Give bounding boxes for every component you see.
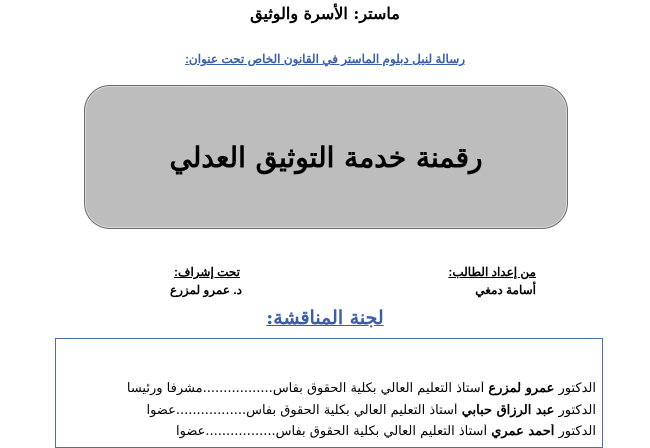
member-prefix: الدكتور (558, 403, 596, 418)
thesis-subtitle: رسالة لنيل دبلوم الماستر في القانون الخاص تحت عنوان: (184, 52, 466, 66)
member-name: أحمد عمري (491, 424, 555, 439)
member-dots: ................. (205, 424, 276, 439)
committee-member-row (36, 424, 596, 444)
member-description: أستاذ التعليم العالي بكلية الحقوق بفاس (272, 381, 485, 396)
master-program-heading: ماستر: الأسرة والوثيق (250, 4, 400, 23)
member-role: عضوا (176, 424, 206, 439)
committee-member-row (36, 403, 596, 423)
committee-member-row (36, 381, 596, 401)
member-dots: ................. (175, 403, 247, 418)
member-name: عمرو لمزرع (488, 381, 555, 396)
student-label: من إعداد الطالب: (448, 265, 536, 279)
committee-heading: لجنة المناقشة: (266, 307, 384, 329)
thesis-title: رقمنة خدمة التوثيق العدلي (169, 140, 483, 174)
member-role: عضوا (146, 403, 176, 418)
member-name: عبد الرزاق حبابي (461, 403, 555, 418)
supervisor-label: تحت إشراف: (174, 265, 240, 279)
member-description: أستاذ التعليم العالي بكلية الحقوق بفاس (246, 403, 458, 418)
member-prefix: الدكتور (558, 381, 596, 396)
thesis-title-box (84, 85, 568, 229)
member-dots: ................. (202, 381, 273, 396)
student-name: أسامة دمغي (475, 283, 536, 297)
member-description: أستاذ التعليم العالي بكلية الحقوق بفاس (275, 424, 488, 439)
supervisor-name: د. عمرو لمزرع (169, 283, 242, 297)
member-role: مشرفا ورئيسا (126, 381, 203, 396)
member-prefix: الدكتور (558, 424, 596, 439)
